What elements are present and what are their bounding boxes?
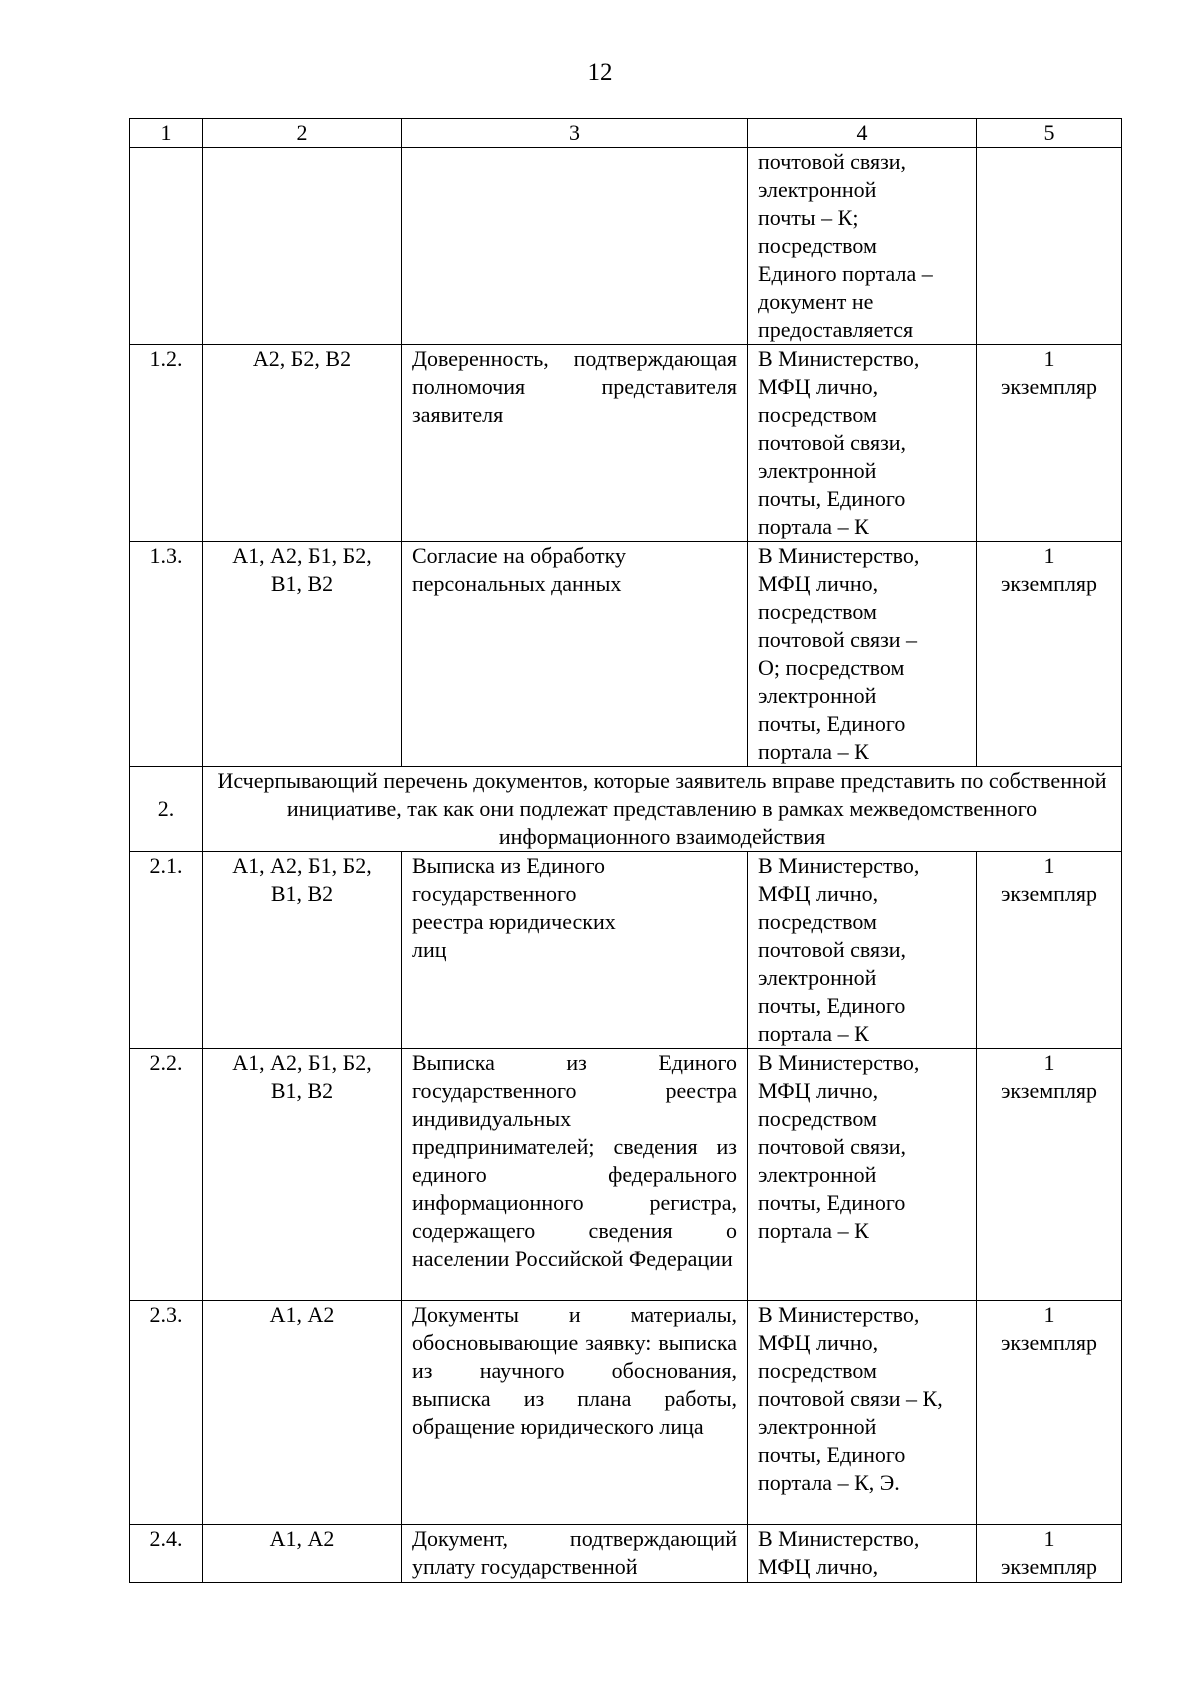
document-name: Доверенность, подтверждающая полномочия представителя заявителя xyxy=(402,345,748,542)
page-number: 12 xyxy=(587,59,613,86)
cell-line: В Министерство, xyxy=(758,346,920,371)
table-row xyxy=(130,852,1122,1049)
table-header-row xyxy=(130,119,1122,148)
cell-line: реестра юридических xyxy=(412,909,616,934)
table-row xyxy=(130,1525,1122,1583)
cell-line: электронной xyxy=(758,683,877,708)
cell-line: А1, А2 xyxy=(269,1526,335,1551)
cell-line: А1, А2, Б1, Б2, xyxy=(232,853,372,878)
section-title: Исчерпывающий перечень документов, которые заявитель вправе представить по собственной инициативе, так как они подлежат представлению в рамках межведомственного информационного взаимодействия xyxy=(203,767,1122,852)
document-name xyxy=(402,148,748,345)
cell-line: В Министерство, xyxy=(758,543,920,568)
cell-line: В Министерство, xyxy=(758,1050,920,1075)
cell-line: электронной xyxy=(758,1162,877,1187)
table-row xyxy=(130,345,1122,542)
cell-line: портала – К xyxy=(758,1218,869,1243)
table-row xyxy=(130,148,1122,345)
cell-line: портала – К xyxy=(758,739,869,764)
cell-line: почты – К; xyxy=(758,205,859,230)
cell-line: почты, Единого xyxy=(758,1190,906,1215)
row-number xyxy=(130,1525,203,1583)
column-header: 5 xyxy=(977,119,1122,148)
cell-line: МФЦ лично, xyxy=(758,1330,879,1355)
document-name: Документ, подтверждающий уплату государственной xyxy=(402,1525,748,1583)
cell-line: экземпляр xyxy=(1000,571,1098,596)
cell-line: 1 xyxy=(1043,853,1055,878)
cell-line: лиц xyxy=(412,937,447,962)
cell-line: А1, А2 xyxy=(269,1302,335,1327)
quantity xyxy=(977,1525,1122,1583)
cell-line: В Министерство, xyxy=(758,1526,920,1551)
row-number xyxy=(130,1301,203,1525)
cell-line: посредством xyxy=(758,1106,877,1131)
cell-line: экземпляр xyxy=(1000,881,1098,906)
row-number xyxy=(130,148,203,345)
submission-method xyxy=(748,148,977,345)
cell-line: Выписка из Единого xyxy=(412,853,606,878)
row-number xyxy=(130,542,203,767)
cell-line: почты, Единого xyxy=(758,993,906,1018)
cell-line: О; посредством xyxy=(758,655,905,680)
row-number xyxy=(130,345,203,542)
cell-line: А1, А2, Б1, Б2, xyxy=(232,543,372,568)
cell-line: посредством xyxy=(758,909,877,934)
quantity xyxy=(977,852,1122,1049)
cell-line: экземпляр xyxy=(1000,1078,1098,1103)
applicant-category xyxy=(203,1525,402,1583)
submission-method xyxy=(748,345,977,542)
cell-line: документ не xyxy=(758,289,874,314)
applicant-category xyxy=(203,852,402,1049)
document-name: Выписка из Единого государственного реестра индивидуальных предпринимателей; сведения из единого федерального информационного регистра, содержащего сведения о населении Российской Федерации xyxy=(402,1049,748,1301)
column-header: 2 xyxy=(203,119,402,148)
cell-line: Согласие на обработку xyxy=(412,543,627,568)
cell-line: Единого портала – xyxy=(758,261,933,286)
submission-method xyxy=(748,542,977,767)
quantity xyxy=(977,1049,1122,1301)
cell-line: 1 xyxy=(1043,1302,1055,1327)
cell-line: В1, В2 xyxy=(270,571,334,596)
cell-line: экземпляр xyxy=(1000,1330,1098,1355)
section-number: 2. xyxy=(130,767,203,852)
cell-line: В Министерство, xyxy=(758,1302,920,1327)
column-header: 4 xyxy=(748,119,977,148)
documents-table xyxy=(129,118,1122,1583)
cell-line: 2.3. xyxy=(149,1302,183,1327)
cell-line: электронной xyxy=(758,458,877,483)
quantity xyxy=(977,542,1122,767)
cell-line: посредством xyxy=(758,599,877,624)
cell-line: персональных данных xyxy=(412,571,622,596)
cell-line: А1, А2, Б1, Б2, xyxy=(232,1050,372,1075)
column-header: 3 xyxy=(402,119,748,148)
cell-line: портала – К, Э. xyxy=(758,1470,900,1495)
cell-line: МФЦ лично, xyxy=(758,571,879,596)
cell-line: 1 xyxy=(1043,1050,1055,1075)
cell-line: 2.1. xyxy=(149,853,183,878)
cell-line: почтовой связи, xyxy=(758,1134,907,1159)
quantity xyxy=(977,148,1122,345)
cell-line: 1.2. xyxy=(149,346,183,371)
cell-line: почтовой связи – К, xyxy=(758,1386,943,1411)
submission-method xyxy=(748,852,977,1049)
column-header: 1 xyxy=(130,119,203,148)
cell-line: электронной xyxy=(758,1414,877,1439)
quantity xyxy=(977,1301,1122,1525)
cell-line: почтовой связи, xyxy=(758,149,907,174)
cell-line: В1, В2 xyxy=(270,881,334,906)
cell-line: почтовой связи – xyxy=(758,627,918,652)
section-row xyxy=(130,767,1122,852)
table-row xyxy=(130,1049,1122,1301)
cell-line: МФЦ лично, xyxy=(758,1078,879,1103)
cell-line: МФЦ лично, xyxy=(758,1554,879,1579)
table-row xyxy=(130,1301,1122,1525)
cell-line: посредством xyxy=(758,1358,877,1383)
cell-line: электронной xyxy=(758,965,877,990)
cell-line: 2.2. xyxy=(149,1050,183,1075)
cell-line: почты, Единого xyxy=(758,1442,906,1467)
cell-line: А2, Б2, В2 xyxy=(252,346,352,371)
cell-line: 1 xyxy=(1043,543,1055,568)
cell-line: МФЦ лично, xyxy=(758,881,879,906)
cell-line: 1.3. xyxy=(149,543,183,568)
cell-line: предоставляется xyxy=(758,317,914,342)
cell-line: 1 xyxy=(1043,1526,1055,1551)
cell-line: почтовой связи, xyxy=(758,430,907,455)
row-number xyxy=(130,852,203,1049)
submission-method xyxy=(748,1525,977,1583)
cell-line: МФЦ лично, xyxy=(758,374,879,399)
cell-line: экземпляр xyxy=(1000,374,1098,399)
row-number xyxy=(130,1049,203,1301)
quantity xyxy=(977,345,1122,542)
cell-line: экземпляр xyxy=(1000,1554,1098,1579)
cell-line: государственного xyxy=(412,881,577,906)
cell-line: В1, В2 xyxy=(270,1078,334,1103)
submission-method xyxy=(748,1301,977,1525)
cell-line: портала – К xyxy=(758,1021,869,1046)
applicant-category xyxy=(203,148,402,345)
cell-line: 2.4. xyxy=(149,1526,183,1551)
table-row xyxy=(130,542,1122,767)
applicant-category xyxy=(203,1301,402,1525)
applicant-category xyxy=(203,345,402,542)
cell-line: почты, Единого xyxy=(758,486,906,511)
applicant-category xyxy=(203,1049,402,1301)
cell-line: почты, Единого xyxy=(758,711,906,736)
cell-line: почтовой связи, xyxy=(758,937,907,962)
cell-line: В Министерство, xyxy=(758,853,920,878)
document-name: Документы и материалы, обосновывающие заявку: выписка из научного обоснования, выписка из плана работы, обращение юридического лица xyxy=(402,1301,748,1525)
submission-method xyxy=(748,1049,977,1301)
cell-line: портала – К xyxy=(758,514,869,539)
cell-line: 1 xyxy=(1043,346,1055,371)
cell-line: электронной xyxy=(758,177,877,202)
document-name xyxy=(402,852,748,1049)
document-name xyxy=(402,542,748,767)
cell-line: посредством xyxy=(758,402,877,427)
cell-line: посредством xyxy=(758,233,877,258)
applicant-category xyxy=(203,542,402,767)
